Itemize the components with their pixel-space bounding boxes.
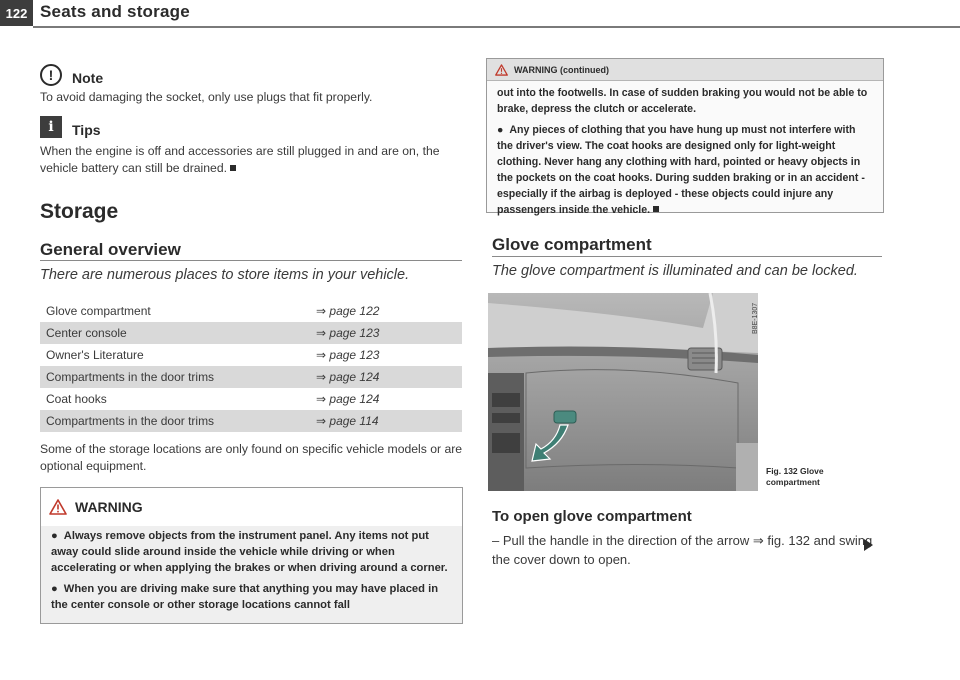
row-label: Compartments in the door trims — [46, 370, 215, 384]
continue-arrow-icon — [864, 539, 873, 551]
warning-text: Any pieces of clothing that you have hung up must not interfere with the driver's view. The coat hooks are designed only for light-weight clothing. Never hang any clothing with hard, pointed or heavy objects in the pockets on the coat hooks. During sudden braking or in an accident - especially if the airbag is deployed - these objects could injure any passengers inside the vehicle. — [497, 124, 865, 216]
warning-item — [51, 581, 452, 613]
warning-continued-title: WARNING (continued) — [514, 64, 609, 75]
bullet-icon: ● — [497, 124, 504, 136]
table-row — [40, 410, 462, 432]
warning-continued-body — [487, 81, 883, 216]
warning-body — [41, 526, 462, 623]
general-overview-heading: General overview — [40, 240, 181, 259]
page-link[interactable]: ⇒ page 122 — [316, 304, 380, 318]
storage-reference-table — [40, 300, 462, 432]
instruction-step: – Pull the handle in the direction of the arrow ⇒ fig. 132 and swing the cover down to open. — [492, 533, 873, 567]
note-label: Note — [72, 70, 104, 86]
end-of-section-icon — [653, 206, 659, 212]
tips-heading — [40, 116, 101, 138]
glove-intro: The glove compartment is illuminated and can be locked. — [492, 263, 858, 279]
page-link[interactable]: ⇒ page 123 — [316, 326, 380, 340]
warning-item — [497, 122, 873, 218]
table-row — [40, 388, 462, 410]
table-row — [40, 344, 462, 366]
page-link[interactable]: ⇒ page 123 — [316, 348, 380, 362]
section-divider — [40, 260, 462, 261]
figure-caption — [766, 466, 824, 488]
note-heading — [40, 64, 103, 86]
storage-footnote: Some of the storage locations are only found on specific vehicle models or are optional equipment. — [40, 442, 463, 473]
caption-line: Fig. 132 Glove — [766, 466, 824, 476]
table-row — [40, 322, 462, 344]
warning-triangle-icon — [49, 499, 67, 515]
row-label: Owner's Literature — [46, 348, 144, 362]
page-link[interactable]: ⇒ page 114 — [316, 414, 379, 428]
row-label: Coat hooks — [46, 392, 107, 406]
warning-text: When you are driving make sure that anything you may have placed in the center console or other storage locations cannot fall — [51, 583, 439, 611]
warning-continued-box — [486, 58, 884, 216]
note-text: To avoid damaging the socket, only use plugs that fit properly. — [40, 90, 373, 104]
glove-compartment-illustration — [488, 293, 758, 491]
header-divider — [33, 26, 960, 28]
warning-heading — [41, 488, 462, 526]
bullet-icon: ● — [51, 530, 58, 542]
glove-compartment-figure — [488, 293, 758, 491]
table-row — [40, 366, 462, 388]
warning-item — [51, 528, 452, 576]
warning-box — [40, 487, 463, 624]
bullet-icon: ● — [51, 583, 58, 595]
tips-paragraph — [40, 143, 464, 177]
storage-heading: Storage — [40, 200, 119, 223]
open-glove-compartment-heading: To open glove compartment — [492, 508, 692, 525]
glove-compartment-heading: Glove compartment — [492, 235, 652, 254]
page-number: 122 — [0, 0, 33, 26]
warning-text: Always remove objects from the instrument panel. Any items not put away could slide around inside the vehicle while driving or when accelerating or when applying the brakes or when driving around a corner. — [51, 530, 448, 574]
warning-text: out into the footwells. In case of sudden braking you would not be able to brake, depress the clutch or accelerate. — [497, 87, 868, 115]
row-label: Compartments in the door trims — [46, 414, 215, 428]
warning-triangle-icon — [495, 64, 508, 76]
figure-code: B8E-1307 — [752, 302, 759, 334]
row-label: Glove compartment — [46, 304, 151, 318]
page-link[interactable]: ⇒ page 124 — [316, 370, 380, 384]
caption-line: compartment — [766, 477, 820, 487]
end-of-section-icon — [230, 165, 236, 171]
tips-label: Tips — [72, 122, 101, 138]
section-divider — [492, 256, 882, 257]
warning-continued-heading — [487, 59, 883, 81]
tips-text: When the engine is off and accessories are still plugged in and are on, the vehicle battery can still be drained. — [40, 144, 440, 175]
page-title: Seats and storage — [40, 2, 190, 21]
row-label: Center console — [46, 326, 127, 340]
page-link[interactable]: ⇒ page 124 — [316, 392, 380, 406]
page-header — [0, 0, 960, 30]
storage-intro: There are numerous places to store items in your vehicle. — [40, 267, 410, 283]
table-row — [40, 300, 462, 322]
exclamation-circle-icon: ! — [40, 64, 62, 86]
warning-title: WARNING — [75, 499, 143, 515]
info-icon: i — [40, 116, 62, 138]
